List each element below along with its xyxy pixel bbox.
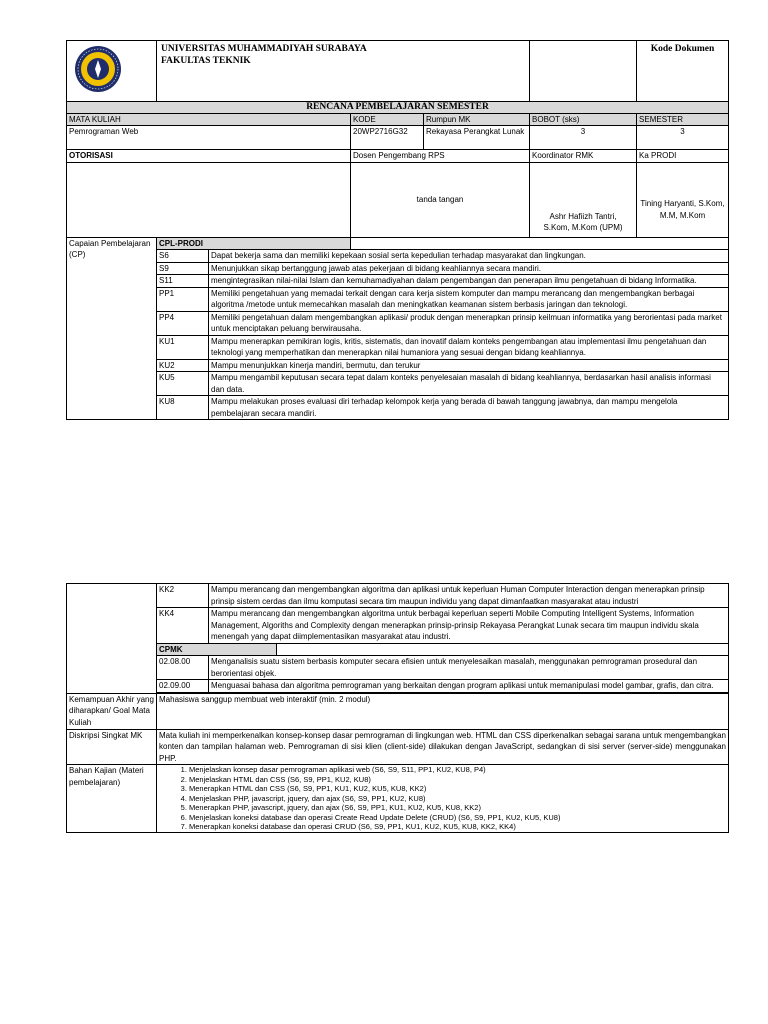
bahan-item: 3. Menerapkan HTML dan CSS (S6, S9, PP1, KU1, KU2, KU5, KU8, KK2) — [189, 784, 726, 794]
bahan-item: 2. Menjelaskan HTML dan CSS (S6, S9, PP1, KU2, KU8) — [189, 775, 726, 785]
bahan-item: 1. Menjelaskan konsep dasar pemrograman aplikasi web (S6, S9, S11, PP1, KU2, KU8, P4) — [189, 765, 726, 775]
cp-label-continued — [67, 584, 157, 694]
cp-text: Dapat bekerja sama dan memiliki kepekaan sosial serta kepedulian terhadap masyarakat dan lingkungan. — [209, 250, 729, 263]
bahan-item: 5. Menerapkan PHP, javascript, jquery, dan ajax (S6, S9, PP1, KU1, KU2, KU5, KU8, KK2) — [189, 803, 726, 813]
course-bobot: 3 — [530, 126, 637, 150]
course-code: 20WP2716G32 — [351, 126, 424, 150]
koordinator-label: Koordinator RMK — [530, 150, 637, 163]
col-mata-kuliah: MATA KULIAH — [67, 113, 351, 126]
bahan-list — [159, 765, 726, 832]
cp-code: KK4 — [157, 608, 209, 644]
cp-row — [67, 262, 729, 275]
kemampuan-text: Mahasiswa sanggup membuat web interaktif (min. 2 modul) — [157, 693, 729, 729]
cp-row — [67, 335, 729, 359]
deskripsi-label: Diskripsi Singkat MK — [67, 729, 157, 765]
cp-code: KU8 — [157, 396, 209, 420]
blank-header-cell — [530, 41, 637, 102]
col-bobot: BOBOT (sks) — [530, 113, 637, 126]
cpmk-code: 02.08.00 — [157, 656, 209, 680]
page-title: RENCANA PEMBELAJARAN SEMESTER — [67, 101, 729, 113]
koordinator-name-line-1: Ashr Hafiizh Tantri, — [549, 211, 617, 221]
cpmk-text: Menguasai bahasa dan algoritma pemrograman yang berkaitan dengan program aplikasi untuk memanipulasi model gambar, grafis, dan citra. — [209, 680, 729, 693]
koordinator-signature — [530, 162, 637, 237]
cp-text: Memiliki pengetahuan dalam mengembangkan aplikasi/ produk dengan menerapkan prinsip keilmuan informatika yang berorientasi pada market untuk menciptakan peluang berwirausaha. — [209, 311, 729, 335]
university-logo — [69, 44, 127, 94]
kode-dokumen-label: Kode Dokumen — [637, 41, 729, 102]
cp-row — [67, 287, 729, 311]
otorisasi-blank — [67, 162, 351, 237]
course-name: Pemrograman Web — [67, 126, 351, 150]
cp-code: S9 — [157, 262, 209, 275]
institution-cell — [157, 41, 530, 102]
cpmk-text: Menganalisis suatu sistem berbasis komputer secara efisien untuk menyelesaikan masalah, menggunakan pemrograman prosedural dan berorientasi objek. — [209, 656, 729, 680]
university-name: UNIVERSITAS MUHAMMADIYAH SURABAYA — [161, 44, 367, 54]
cp-text: Mampu menunjukkan kinerja mandiri, bermutu, dan terukur — [209, 359, 729, 372]
course-semester: 3 — [637, 126, 729, 150]
bahan-item: 4. Menjelaskan PHP, javascript, jquery, dan ajax (S6, S9, PP1, KU2, KU8) — [189, 794, 726, 804]
cp-code: PP1 — [157, 287, 209, 311]
cp-code: KU2 — [157, 359, 209, 372]
cp-row — [67, 250, 729, 263]
bahan-item: 7. Menerapkan koneksi database dan operasi CRUD (S6, S9, PP1, KU1, KU2, KU5, KU8, KK2, KK4) — [189, 822, 726, 832]
rps-table-page-1 — [66, 40, 729, 420]
cp-text: Mampu merancang dan mengembangkan algoritma untuk berbagai keperluan seperti Mobile Computing Intelligent Systems, Information Management, Algoriths and Complexity dengan menerapkan prinsip-prinsip Rekayasa Perangkat Lunak secara tim maupun individu skala menengah yang dapat diimplementasikan masyarakat atau industri. — [209, 608, 729, 644]
course-rumpun: Rekayasa Perangkat Lunak — [424, 126, 530, 150]
cpmk-row — [67, 680, 729, 693]
cpl-prodi-blank — [351, 237, 729, 250]
dosen-label: Dosen Pengembang RPS — [351, 150, 530, 163]
cp-code: KU5 — [157, 372, 209, 396]
cp-label: Capaian Pembelajaran (CP) — [67, 237, 157, 420]
cp-code: PP4 — [157, 311, 209, 335]
cp-row — [67, 372, 729, 396]
col-semester: SEMESTER — [637, 113, 729, 126]
cp-row — [67, 396, 729, 420]
cp-code: KK2 — [157, 584, 209, 608]
cpmk-header-blank — [277, 643, 729, 656]
cp-text: Mampu mengambil keputusan secara tepat dalam konteks penyelesaian masalah di bidang keahliannya, berdasarkan hasil analisis informasi dan data. — [209, 372, 729, 396]
bahan-list-cell — [157, 765, 729, 833]
col-rumpun: Rumpun MK — [424, 113, 530, 126]
cpmk-code: 02.09.00 — [157, 680, 209, 693]
otorisasi-label: OTORISASI — [67, 150, 351, 163]
cp-code: S11 — [157, 275, 209, 288]
kaprodi-label: Ka PRODI — [637, 150, 729, 163]
cpl-prodi-header: CPL-PRODI — [157, 237, 351, 250]
col-kode: KODE — [351, 113, 424, 126]
rps-table-page-2 — [66, 583, 729, 833]
cp-text: Menunjukkan sikap bertanggung jawab atas pekerjaan di bidang keahliannya secara mandiri. — [209, 262, 729, 275]
cp-row — [67, 608, 729, 644]
cp-text: Memiliki pengetahuan yang memadai terkait dengan cara kerja sistem komputer dan mampu merancang dan mengembangkan berbagai algoritma /metode untuk memecahkan masalah dan meningkatkan keamanan sistem berbasis jaringan dan teknologi. — [209, 287, 729, 311]
cp-code: KU1 — [157, 335, 209, 359]
bahan-item: 6. Menjelaskan koneksi database dan operasi Create Read Update Delete (CRUD) (S6, S9, PP1, KU2, KU5, KU8) — [189, 813, 726, 823]
cp-row — [67, 275, 729, 288]
cp-text: Mampu menerapkan pemikiran logis, kritis, sistematis, dan inovatif dalam konteks pengembangan atau implementasi ilmu pengetahuan dan teknologi yang memperhatikan dan menerapkan nilai humaniora yang sesuai dengan bidang keahliannya. — [209, 335, 729, 359]
cpmk-header: CPMK — [157, 643, 277, 656]
kaprodi-name: Tining Haryanti, S.Kom, M.M, M.Kom — [637, 162, 729, 237]
cp-text: Mampu merancang dan mengembangkan algoritma dan aplikasi untuk keperluan Human Computer Interaction dengan menerapkan prinsip prinsip sistem cerdas dan ilmu komputasi secara tim maupun individu yang dapat dimanfaatkan masyarakat atau industri — [209, 584, 729, 608]
deskripsi-text: Mata kuliah ini memperkenalkan konsep-konsep dasar pemrograman di lingkungan web. HTML dan CSS diperkenalkan sebagai sarana untuk mengembangkan konten dan tampilan halaman web. Pemrograman di sisi klien (client-side) dilakukan dengan JavaScript, sedangkan di sisi server (server-side) menggunakan PHP. — [157, 729, 729, 765]
cp-row — [67, 311, 729, 335]
bahan-label: Bahan Kajian (Materi pembelajaran) — [67, 765, 157, 833]
kemampuan-label: Kemampuan Akhir yang diharapkan/ Goal Mata Kuliah — [67, 693, 157, 729]
cp-code: S6 — [157, 250, 209, 263]
logo-cell — [67, 41, 157, 102]
signature-placeholder: tanda tangan — [351, 162, 530, 237]
cp-row — [67, 584, 729, 608]
cp-text: Mampu melakukan proses evaluasi diri terhadap kelompok kerja yang berada di bawah tanggung jawabnya, dan mampu mengelola pembelajaran secara mandiri. — [209, 396, 729, 420]
koordinator-name-line-2: S.Kom, M.Kom (UPM) — [543, 223, 623, 232]
cpmk-row — [67, 656, 729, 680]
faculty-name: FAKULTAS TEKNIK — [161, 56, 251, 66]
cp-row — [67, 359, 729, 372]
cp-text: mengintegrasikan nilai-nilai Islam dan kemuhamadiyahan dalam pengembangan dan penerapan ilmu pengetahuan di bidang Informatika. — [209, 275, 729, 288]
